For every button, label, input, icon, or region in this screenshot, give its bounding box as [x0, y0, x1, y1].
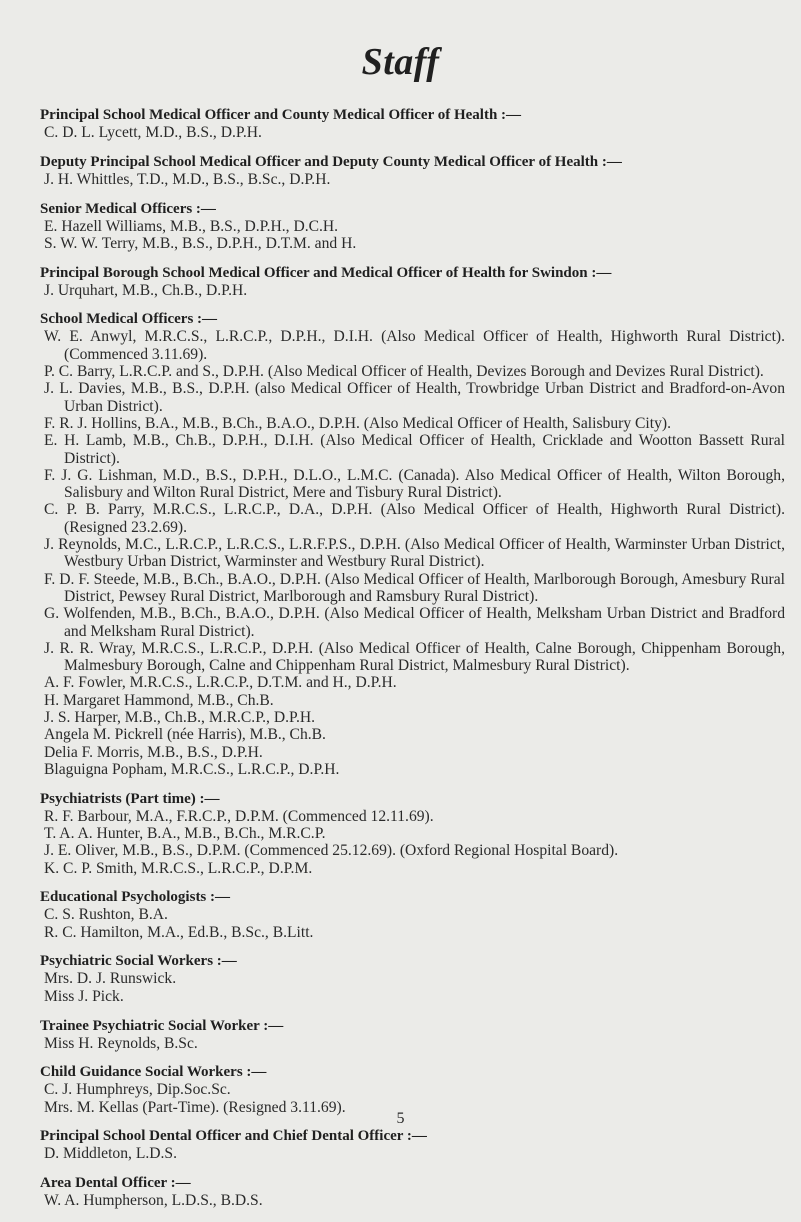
staff-entry: C. D. L. Lycett, M.D., B.S., D.P.H. — [44, 124, 262, 141]
staff-entry: E. H. Lamb, M.B., Ch.B., D.P.H., D.I.H. (Also Medical Officer of Health, Cricklade and Wootton Bassett Rural District). — [44, 432, 785, 467]
staff-section — [40, 953, 785, 1005]
staff-entry: D. Middleton, L.D.S. — [44, 1145, 177, 1163]
staff-list — [40, 107, 785, 1222]
staff-entry: S. W. W. Terry, M.B., B.S., D.P.H., D.T.M. and H. — [44, 234, 357, 252]
staff-entry: F. D. F. Steede, M.B., B.Ch., B.A.O., D.P.H. (Also Medical Officer of Health, Marlborough Borough, Amesbury Rural District, Pewsey Rural District, Marlborough and Ramsbury Rural District). — [44, 570, 785, 605]
staff-entry: F. R. J. Hollins, B.A., M.B., B.Ch., B.A.O., D.P.H. (Also Medical Officer of Health, Salisbury City). — [44, 414, 671, 432]
staff-entry: A. F. Fowler, M.R.C.S., L.R.C.P., D.T.M. and H., D.P.H. — [44, 674, 397, 692]
section-heading: Trainee Psychiatric Social Worker :— — [40, 1017, 284, 1034]
staff-section — [40, 1128, 785, 1162]
section-heading: Senior Medical Officers :— — [40, 200, 216, 217]
staff-entry: Mrs. M. Kellas (Part-Time). (Resigned 3.11.69). — [44, 1098, 346, 1116]
staff-entry: F. J. G. Lishman, M.D., B.S., D.P.H., D.L.O., L.M.C. (Canada). Also Medical Officer of Health, Wilton Borough, Salisbury and Wilton Rural District, Mere and Tisbury Rural District). — [44, 466, 785, 502]
section-heading: School Medical Officers :— — [40, 311, 218, 328]
section-heading: Principal School Dental Officer and Chief Dental Officer :— — [40, 1128, 427, 1145]
section-heading: Child Guidance Social Workers :— — [40, 1064, 267, 1081]
staff-entry: Angela M. Pickrell (née Harris), M.B., Ch.B. — [44, 726, 326, 744]
staff-entry: Miss H. Reynolds, B.Sc. — [44, 1034, 198, 1052]
staff-entry: J. S. Harper, M.B., Ch.B., M.R.C.P., D.P.H. — [44, 709, 316, 727]
staff-section — [40, 1175, 785, 1209]
staff-entry: T. A. A. Hunter, B.A., M.B., B.Ch., M.R.C.P. — [44, 825, 326, 842]
staff-entry: C. P. B. Parry, M.R.C.S., L.R.C.P., D.A., D.P.H. (Also Medical Officer of Health, Highworth Rural District). (Resigned 23.2.69). — [44, 501, 785, 536]
staff-entry: W. E. Anwyl, M.R.C.S., L.R.C.P., D.P.H., D.I.H. (Also Medical Officer of Health, Highworth Rural District). (Commenced 3.11.69). — [44, 328, 785, 363]
staff-section — [40, 889, 785, 941]
staff-section — [40, 201, 785, 253]
staff-entry: Delia F. Morris, M.B., B.S., D.P.H. — [44, 743, 263, 761]
section-heading: Educational Psychologists :— — [40, 889, 231, 906]
staff-entry: H. Margaret Hammond, M.B., Ch.B. — [44, 691, 274, 709]
staff-section — [40, 311, 785, 778]
staff-section — [40, 1064, 785, 1116]
staff-entry: J. Urquhart, M.B., Ch.B., D.P.H. — [44, 281, 248, 299]
staff-entry: C. J. Humphreys, Dip.Soc.Sc. — [44, 1081, 231, 1099]
staff-entry: R. F. Barbour, M.A., F.R.C.P., D.P.M. (Commenced 12.11.69). — [44, 807, 434, 825]
section-heading: Principal School Medical Officer and County Medical Officer of Health :— — [40, 107, 522, 123]
staff-section — [40, 1018, 785, 1052]
section-heading: Psychiatrists (Part time) :— — [40, 790, 220, 807]
staff-entry: Mrs. D. J. Runswick. — [44, 970, 177, 988]
page-number: 5 — [396, 1110, 405, 1127]
staff-entry: J. L. Davies, M.B., B.S., D.P.H. (also Medical Officer of Health, Trowbridge Urban District and Bradford-on-Avon Urban District). — [44, 380, 785, 415]
section-heading: Principal Borough School Medical Officer and Medical Officer of Health for Swindon :— — [40, 264, 612, 281]
staff-entry: K. C. P. Smith, M.R.C.S., L.R.C.P., D.P.M. — [44, 859, 313, 877]
staff-entry: E. Hazell Williams, M.B., B.S., D.P.H., D.C.H. — [44, 217, 339, 235]
staff-entry: G. Wolfenden, M.B., B.Ch., B.A.O., D.P.H. (Also Medical Officer of Health, Melksham Urban District and Bradford and Melksham Rural District). — [44, 605, 785, 640]
section-heading: Area Dental Officer :— — [40, 1175, 191, 1192]
staff-entry: J. R. R. Wray, M.R.C.S., L.R.C.P., D.P.H. (Also Medical Officer of Health, Calne Borough, Chippenham Borough, Malmesbury Borough, Calne and Chippenham Rural District, Malmesbury Rural District). — [44, 639, 785, 675]
staff-entry: J. H. Whittles, T.D., M.D., B.S., B.Sc., D.P.H. — [44, 170, 331, 188]
staff-entry: Miss J. Pick. — [44, 987, 124, 1005]
page-title: Staff — [361, 41, 440, 83]
staff-entry: Blaguigna Popham, M.R.C.S., L.R.C.P., D.P.H. — [44, 760, 340, 778]
staff-section — [40, 107, 785, 141]
staff-entry: C. S. Rushton, B.A. — [44, 906, 168, 924]
section-heading: Psychiatric Social Workers :— — [40, 953, 237, 970]
staff-entry: W. A. Humpherson, L.D.S., B.D.S. — [44, 1192, 263, 1210]
section-heading: Deputy Principal School Medical Officer and Deputy County Medical Officer of Health :— — [40, 153, 622, 170]
staff-entry: R. C. Hamilton, M.A., Ed.B., B.Sc., B.Litt. — [44, 923, 314, 941]
staff-section — [40, 791, 785, 877]
staff-section — [40, 265, 785, 299]
staff-entry: J. E. Oliver, M.B., B.S., D.P.M. (Commenced 25.12.69). (Oxford Regional Hospital Board). — [44, 842, 619, 860]
staff-section — [40, 154, 785, 188]
staff-entry: P. C. Barry, L.R.C.P. and S., D.P.H. (Also Medical Officer of Health, Devizes Borough and Devizes Rural District). — [44, 363, 764, 381]
staff-entry: J. Reynolds, M.C., L.R.C.P., L.R.C.S., L.R.F.P.S., D.P.H. (Also Medical Officer of Health, Warminster Urban District, Westbury Urban District, Warminster and Westbury Rural District). — [44, 536, 785, 571]
